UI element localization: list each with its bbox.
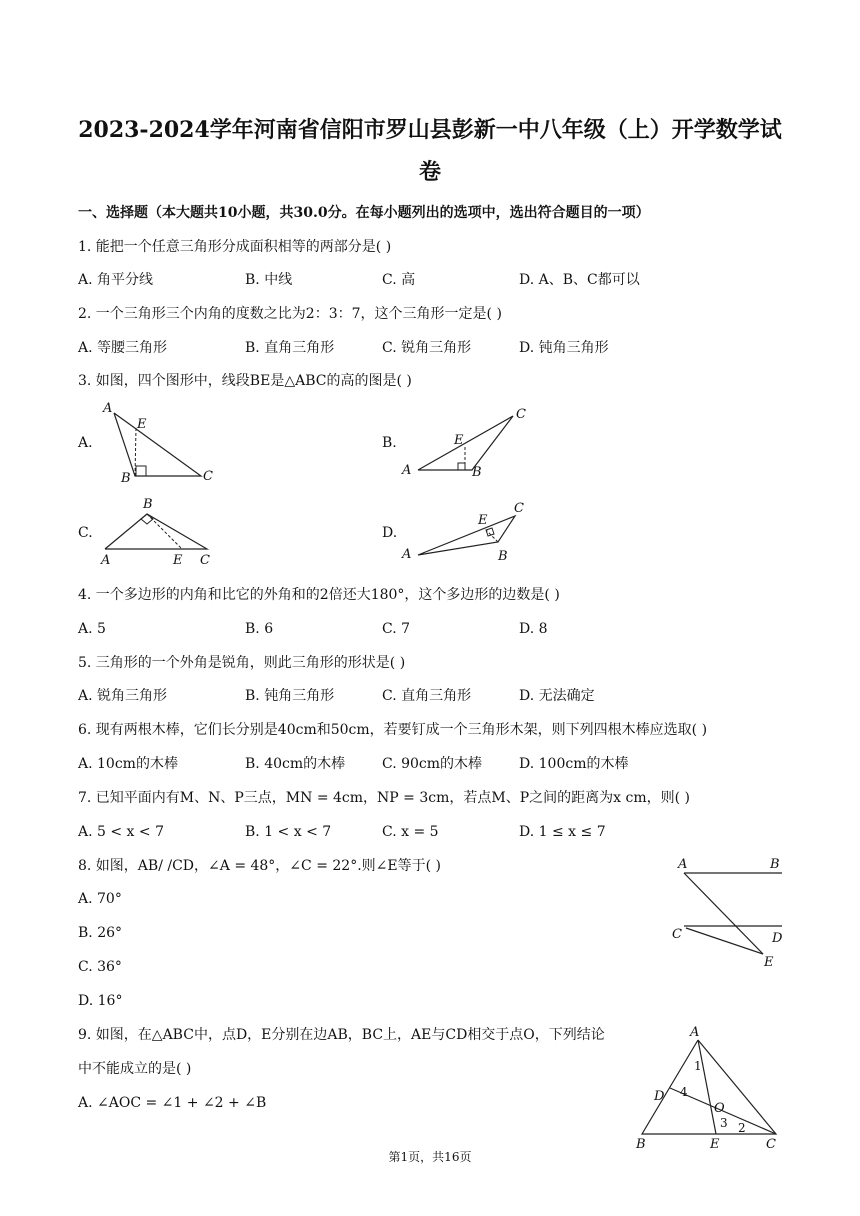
q1-option-b: B. 中线	[245, 272, 293, 288]
svg-text:C: C	[766, 1137, 776, 1152]
q6-option-a: A. 10cm的木棒	[78, 756, 178, 772]
q3-option-c: C.	[78, 525, 93, 541]
q6-stem: 6. 现有两根木棒，它们长分别是40cm和50cm，若要钉成一个三角形木架，则下列四根木棒应选取( )	[78, 722, 708, 738]
svg-text:E: E	[137, 417, 147, 432]
svg-text:B: B	[143, 497, 153, 512]
q8-option-b: B. 26°	[78, 925, 123, 941]
svg-text:E: E	[478, 513, 488, 528]
q7-option-c: C. x = 5	[382, 824, 439, 840]
q9-figure	[628, 1022, 788, 1152]
page-title-cont: 卷	[418, 159, 441, 185]
q2-option-c: C. 锐角三角形	[382, 340, 472, 356]
svg-text:E: E	[454, 433, 464, 448]
q3-option-d: D.	[382, 525, 398, 541]
q7-option-d: D. 1 ≤ x ≤ 7	[519, 824, 606, 840]
q4-option-b: B. 6	[245, 621, 274, 637]
q4-option-a: A. 5	[78, 621, 106, 637]
q4-stem: 4. 一个多边形的内角和比它的外角和的2倍还大180°，这个多边形的边数是( )	[78, 587, 560, 603]
q6-option-d: D. 100cm的木棒	[519, 756, 629, 772]
svg-text:A: A	[690, 1025, 700, 1040]
q7-stem: 7. 已知平面内有M、N、P三点，MN = 4cm，NP = 3cm，若点M、P之间的距离为x cm，则( )	[78, 790, 690, 806]
q3-figure-d	[398, 496, 538, 572]
svg-text:B: B	[770, 857, 780, 872]
q8-stem: 8. 如图，AB/ /CD，∠A = 48°，∠C = 22°.则∠E等于( )	[78, 858, 441, 874]
svg-text:1: 1	[694, 1059, 702, 1073]
q1-stem: 1. 能把一个任意三角形分成面积相等的两部分是( )	[78, 239, 392, 255]
svg-text:E: E	[173, 553, 183, 568]
q3-figure-c	[95, 492, 225, 572]
q5-option-b: B. 钝角三角形	[245, 688, 335, 704]
q2-option-a: A. 等腰三角形	[78, 340, 168, 356]
svg-text:3: 3	[720, 1116, 728, 1130]
svg-text:A: A	[103, 401, 113, 416]
svg-text:A: A	[402, 547, 412, 562]
section-heading: 一、选择题（本大题共10小题，共30.0分。在每小题列出的选项中，选出符合题目的一项）	[78, 205, 650, 221]
q7-option-b: B. 1 < x < 7	[245, 824, 332, 840]
svg-text:2: 2	[738, 1121, 746, 1135]
svg-text:D: D	[654, 1089, 665, 1104]
svg-text:A: A	[402, 463, 412, 478]
q2-option-b: B. 直角三角形	[245, 340, 335, 356]
q8-option-c: C. 36°	[78, 959, 122, 975]
q6-option-b: B. 40cm的木棒	[245, 756, 346, 772]
svg-text:O: O	[714, 1101, 725, 1116]
q3-option-a: A.	[78, 435, 93, 451]
svg-text:C: C	[514, 501, 524, 516]
svg-text:E: E	[710, 1137, 720, 1152]
svg-text:C: C	[200, 553, 210, 568]
svg-text:C: C	[203, 469, 213, 484]
q3-stem: 3. 如图，四个图形中，线段BE是△ABC的高的图是( )	[78, 373, 412, 389]
q5-option-c: C. 直角三角形	[382, 688, 472, 704]
q9-option-a: A. ∠AOC = ∠1 + ∠2 + ∠B	[78, 1095, 267, 1111]
q4-option-c: C. 7	[382, 621, 411, 637]
q3-option-b: B.	[382, 435, 397, 451]
q2-stem: 2. 一个三角形三个内角的度数之比为2：3：7，这个三角形一定是( )	[78, 306, 502, 322]
q5-option-d: D. 无法确定	[519, 688, 595, 704]
q8-option-d: D. 16°	[78, 993, 123, 1009]
q7-option-a: A. 5 < x < 7	[78, 824, 164, 840]
q4-option-d: D. 8	[519, 621, 548, 637]
q3-figure-b	[398, 400, 538, 480]
svg-text:B: B	[636, 1137, 646, 1152]
q2-option-d: D. 钝角三角形	[519, 340, 609, 356]
q8-figure	[668, 848, 793, 973]
q1-option-c: C. 高	[382, 272, 416, 288]
page-footer: 第1页，共16页	[388, 1150, 472, 1164]
page-title: 2023-2024学年河南省信阳市罗山县彭新一中八年级（上）开学数学试	[78, 117, 782, 143]
q9-stem-line2: 中不能成立的是( )	[78, 1061, 192, 1077]
svg-text:C: C	[672, 927, 682, 942]
svg-text:C: C	[516, 407, 526, 422]
svg-text:E: E	[764, 955, 774, 970]
q1-option-a: A. 角平分线	[78, 272, 154, 288]
svg-text:A: A	[101, 553, 111, 568]
svg-text:B: B	[472, 465, 482, 480]
q1-option-d: D. A、B、C都可以	[519, 272, 640, 288]
svg-text:B: B	[121, 471, 131, 486]
q6-option-c: C. 90cm的木棒	[382, 756, 483, 772]
svg-text:A: A	[678, 857, 688, 872]
q8-option-a: A. 70°	[78, 891, 122, 907]
svg-text:B: B	[498, 549, 508, 564]
svg-text:D: D	[772, 931, 783, 946]
svg-text:4: 4	[680, 1085, 688, 1099]
q5-option-a: A. 锐角三角形	[78, 688, 168, 704]
q9-stem-line1: 9. 如图，在△ABC中，点D，E分别在边AB，BC上，AE与CD相交于点O，下列结论	[78, 1027, 605, 1043]
q3-figure-a	[95, 398, 225, 486]
q5-stem: 5. 三角形的一个外角是锐角，则此三角形的形状是( )	[78, 655, 406, 671]
